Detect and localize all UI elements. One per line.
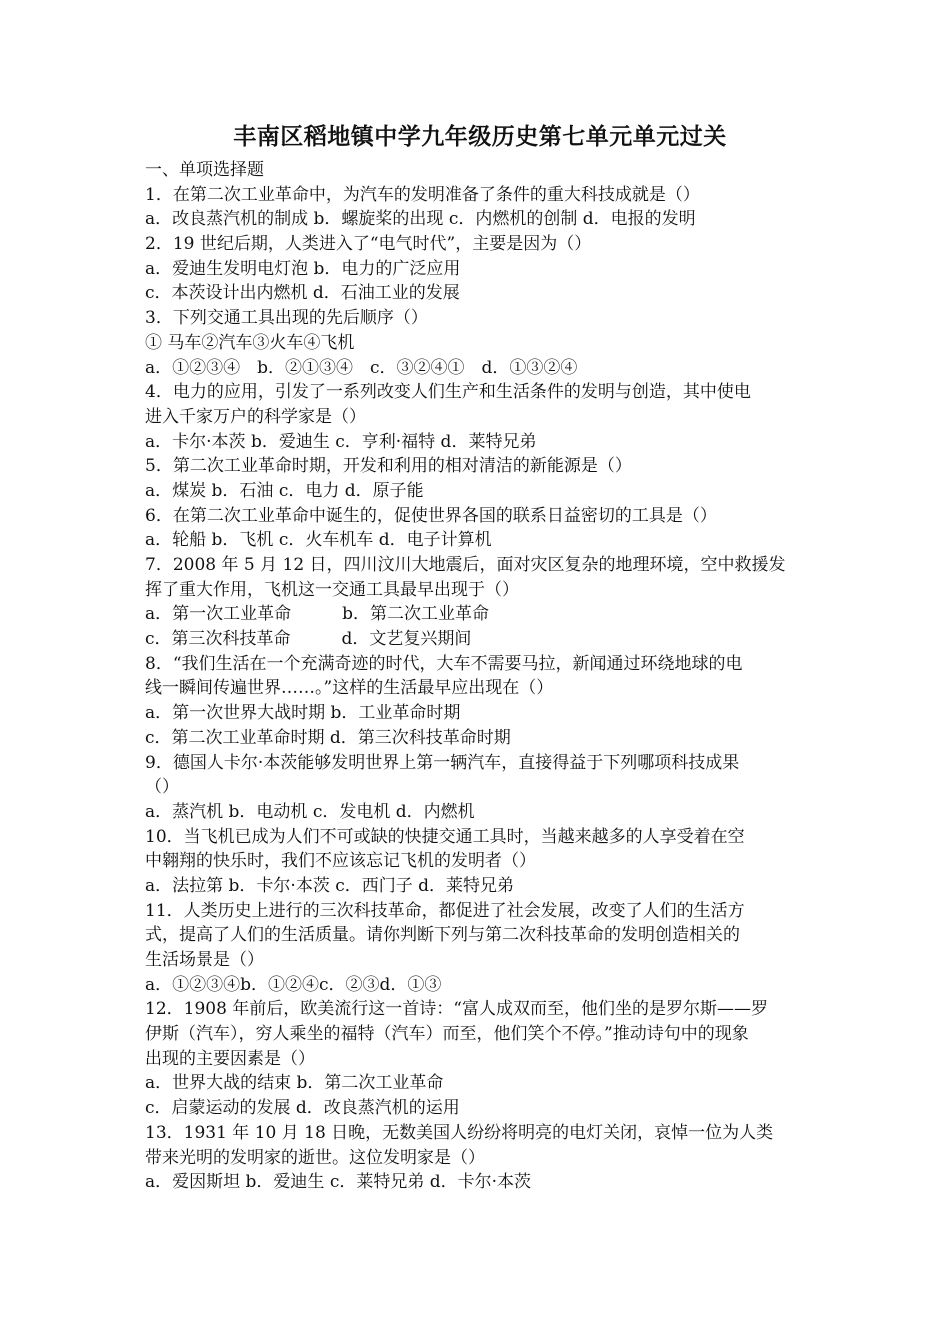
text-line: 带来光明的发明家的逝世。这位发明家是（）: [145, 1147, 485, 1168]
text-line: 1．在第二次工业革命中，为汽车的发明准备了条件的重大科技成就是（）: [145, 184, 700, 205]
text-line: c．第二次工业革命时期 d．第三次科技革命时期: [145, 727, 511, 748]
text-line: 出现的主要因素是（）: [145, 1048, 315, 1069]
text-line: 9．德国人卡尔·本茨能够发明世界上第一辆汽车，直接得益于下列哪项科技成果: [145, 752, 740, 773]
text-line: a．煤炭 b．石油 c．电力 d．原子能: [145, 480, 424, 501]
text-line: c．启蒙运动的发展 d．改良蒸汽机的运用: [145, 1098, 460, 1119]
text-line: 生活场景是（）: [145, 950, 264, 970]
text-line: a．爱因斯坦 b．爱迪生 c．莱特兄弟 d．卡尔·本茨: [145, 1172, 532, 1193]
text-line: 8．“我们生活在一个充满奇迹的时代，大车不需要马拉，新闻通过环绕地球的电: [145, 653, 743, 674]
text-line: a．①②③④ b．②①③④ c．③②④① d．①③②④: [145, 357, 578, 378]
text-line: a．第一次世界大战时期 b．工业革命时期: [145, 703, 461, 724]
text-line: a．蒸汽机 b．电动机 c．发电机 d．内燃机: [145, 801, 475, 822]
document-page: [145, 118, 815, 1195]
text-line: 中翱翔的快乐时，我们不应该忘记飞机的发明者（）: [145, 851, 536, 872]
text-line: 6．在第二次工业革命中诞生的，促使世界各国的联系日益密切的工具是（）: [145, 505, 717, 526]
document-title: 丰南区稻地镇中学九年级历史第七单元单元过关: [233, 123, 727, 150]
text-line: 10．当飞机已成为人们不可或缺的快捷交通工具时，当越来越多的人享受着在空: [145, 826, 745, 847]
text-line: a．世界大战的结束 b．第二次工业革命: [145, 1073, 444, 1094]
text-line: 进入千家万户的科学家是（）: [145, 406, 366, 427]
text-line: 2．19 世纪后期，人类进入了“电气时代”，主要是因为（）: [145, 234, 592, 255]
text-line: ① 马车②汽车③火车④飞机: [145, 332, 355, 353]
text-line: 线一瞬间传遍世界……。”这样的生活最早应出现在（）: [145, 678, 554, 699]
text-line: 挥了重大作用，飞机这一交通工具最早出现于（）: [145, 579, 519, 600]
text-line: a．轮船 b．飞机 c．火车机车 d．电子计算机: [145, 530, 492, 551]
text-line: 3．下列交通工具出现的先后顺序（）: [145, 308, 428, 329]
text-line: a．第一次工业革命 b．第二次工业革命: [145, 604, 490, 625]
text-line: a．法拉第 b．卡尔·本茨 c．西门子 d．莱特兄弟: [145, 875, 515, 896]
text-line: 12．1908 年前后，欧美流行这一首诗：“富人成双而至，他们坐的是罗尔斯——罗: [145, 999, 768, 1020]
text-line: 13．1931 年 10 月 18 日晚，无数美国人纷纷将明亮的电灯关闭，哀悼一位为人类: [145, 1122, 774, 1143]
text-line: a．爱迪生发明电灯泡 b．电力的广泛应用: [145, 258, 461, 279]
text-line: a．①②③④b．①②④c．②③d．①③: [145, 974, 442, 995]
text-line: a．改良蒸汽机的制成 b．螺旋桨的出现 c．内燃机的创制 d．电报的发明: [145, 209, 696, 230]
text-line: 5．第二次工业革命时期，开发和利用的相对清洁的新能源是（）: [145, 456, 632, 477]
text-line: 7．2008 年 5 月 12 日，四川汶川大地震后，面对灾区复杂的地理环境，空中救援发: [145, 555, 786, 575]
text-line: a．卡尔·本茨 b．爱迪生 c．亨利·福特 d．莱特兄弟: [145, 431, 537, 452]
text-line: 式，提高了人们的生活质量。请你判断下列与第二次科技革命的发明创造相关的: [145, 925, 740, 946]
text-line: （）: [145, 777, 179, 798]
question-list: [145, 158, 815, 1195]
text-line: 11．人类历史上进行的三次科技革命，都促进了社会发展，改变了人们的生活方: [145, 900, 745, 921]
text-line: c．本茨设计出内燃机 d．石油工业的发展: [145, 283, 460, 304]
text-line: 一、单项选择题: [145, 160, 264, 180]
text-line: 4．电力的应用，引发了一系列改变人们生产和生活条件的发明与创造，其中使电: [145, 382, 751, 403]
text-line: c．第三次科技革命 d．文艺复兴期间: [145, 629, 472, 650]
text-line: 伊斯（汽车），穷人乘坐的福特（汽车）而至，他们笑个不停。”推动诗句中的现象: [145, 1024, 749, 1045]
